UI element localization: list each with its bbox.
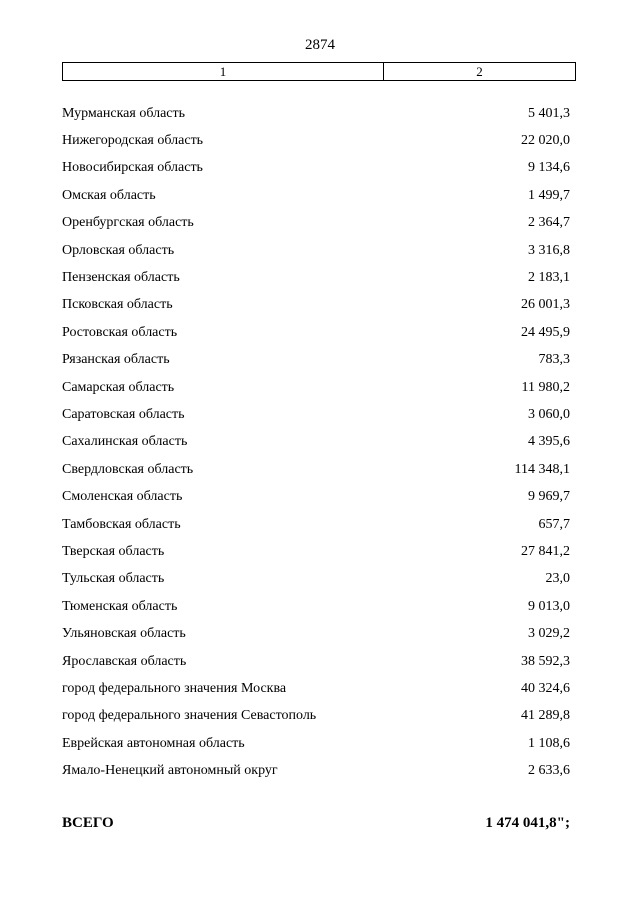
row-name: город федерального значения Москва [62, 680, 287, 696]
row-name: город федерального значения Севастополь [62, 708, 317, 724]
row-name: Саратовская область [62, 406, 185, 422]
row-value: 22 020,0 [521, 133, 570, 149]
table-row [62, 757, 570, 784]
table-row [62, 648, 570, 675]
page-number: 2874 [305, 37, 335, 53]
table-row [62, 730, 570, 757]
row-value: 5 401,3 [528, 105, 570, 121]
table-row [62, 593, 570, 620]
row-name: Ярославская область [62, 653, 187, 669]
row-name: Смоленская область [62, 489, 183, 505]
table-row [62, 483, 570, 510]
row-name: Сахалинская область [62, 434, 188, 450]
row-name: Оренбургская область [62, 215, 194, 231]
table-row [62, 511, 570, 538]
table-row [62, 456, 570, 483]
row-value: 3 029,2 [528, 626, 570, 642]
table-row [62, 155, 570, 182]
row-value: 41 289,8 [521, 708, 570, 724]
table-row [62, 264, 570, 291]
table-row [62, 347, 570, 374]
row-value: 26 001,3 [521, 297, 570, 313]
row-value: 3 060,0 [528, 406, 570, 422]
row-name: Тверская область [62, 543, 165, 559]
table-row [62, 100, 570, 127]
row-value: 2 183,1 [528, 270, 570, 286]
table-row [62, 620, 570, 647]
table-row [62, 210, 570, 237]
table-row [62, 566, 570, 593]
row-name: Тюменская область [62, 598, 178, 614]
row-name: Новосибирская область [62, 160, 203, 176]
table-row [62, 703, 570, 730]
row-value: 4 395,6 [528, 434, 570, 450]
row-value: 2 633,6 [528, 763, 570, 779]
table-row [62, 292, 570, 319]
row-value: 3 316,8 [528, 242, 570, 258]
row-value: 9 969,7 [528, 489, 570, 505]
row-name: Орловская область [62, 242, 175, 258]
row-value: 1 499,7 [528, 187, 570, 203]
row-name: Ульяновская область [62, 626, 186, 642]
row-name: Самарская область [62, 379, 175, 395]
row-value: 1 108,6 [528, 735, 570, 751]
row-value: 657,7 [538, 516, 570, 532]
row-name: Псковская область [62, 297, 173, 313]
total-value: 1 474 041,8"; [485, 814, 570, 831]
table-row [62, 374, 570, 401]
total-label: ВСЕГО [62, 814, 114, 831]
row-name: Ростовская область [62, 324, 178, 340]
row-value: 9 013,0 [528, 598, 570, 614]
row-name: Свердловская область [62, 461, 194, 477]
row-name: Тульская область [62, 571, 165, 587]
table-row [62, 675, 570, 702]
table-row [62, 319, 570, 346]
row-value: 11 980,2 [521, 379, 570, 395]
table-row [62, 127, 570, 154]
total-row [62, 815, 570, 832]
row-value: 2 364,7 [528, 215, 570, 231]
row-name: Мурманская область [62, 105, 186, 121]
row-value: 783,3 [538, 352, 570, 368]
table-row [62, 237, 570, 264]
row-value: 38 592,3 [521, 653, 570, 669]
row-name: Еврейская автономная область [62, 735, 245, 751]
row-value: 23,0 [545, 571, 570, 587]
row-name: Пензенская область [62, 270, 180, 286]
row-name: Нижегородская область [62, 133, 204, 149]
row-value: 9 134,6 [528, 160, 570, 176]
table-row [62, 538, 570, 565]
row-value: 24 495,9 [521, 324, 570, 340]
row-value: 40 324,6 [521, 680, 570, 696]
row-value: 114 348,1 [514, 461, 570, 477]
row-name: Тамбовская область [62, 516, 181, 532]
table-row [62, 182, 570, 209]
row-name: Омская область [62, 187, 156, 203]
table-row [62, 429, 570, 456]
table-header-col2: 2 [476, 64, 483, 79]
row-name: Ямало-Ненецкий автономный округ [62, 763, 278, 779]
row-value: 27 841,2 [521, 543, 570, 559]
table-header [62, 62, 576, 81]
row-name: Рязанская область [62, 352, 170, 368]
table-row [62, 401, 570, 428]
table-body [62, 100, 570, 785]
table-header-col1: 1 [63, 63, 384, 80]
